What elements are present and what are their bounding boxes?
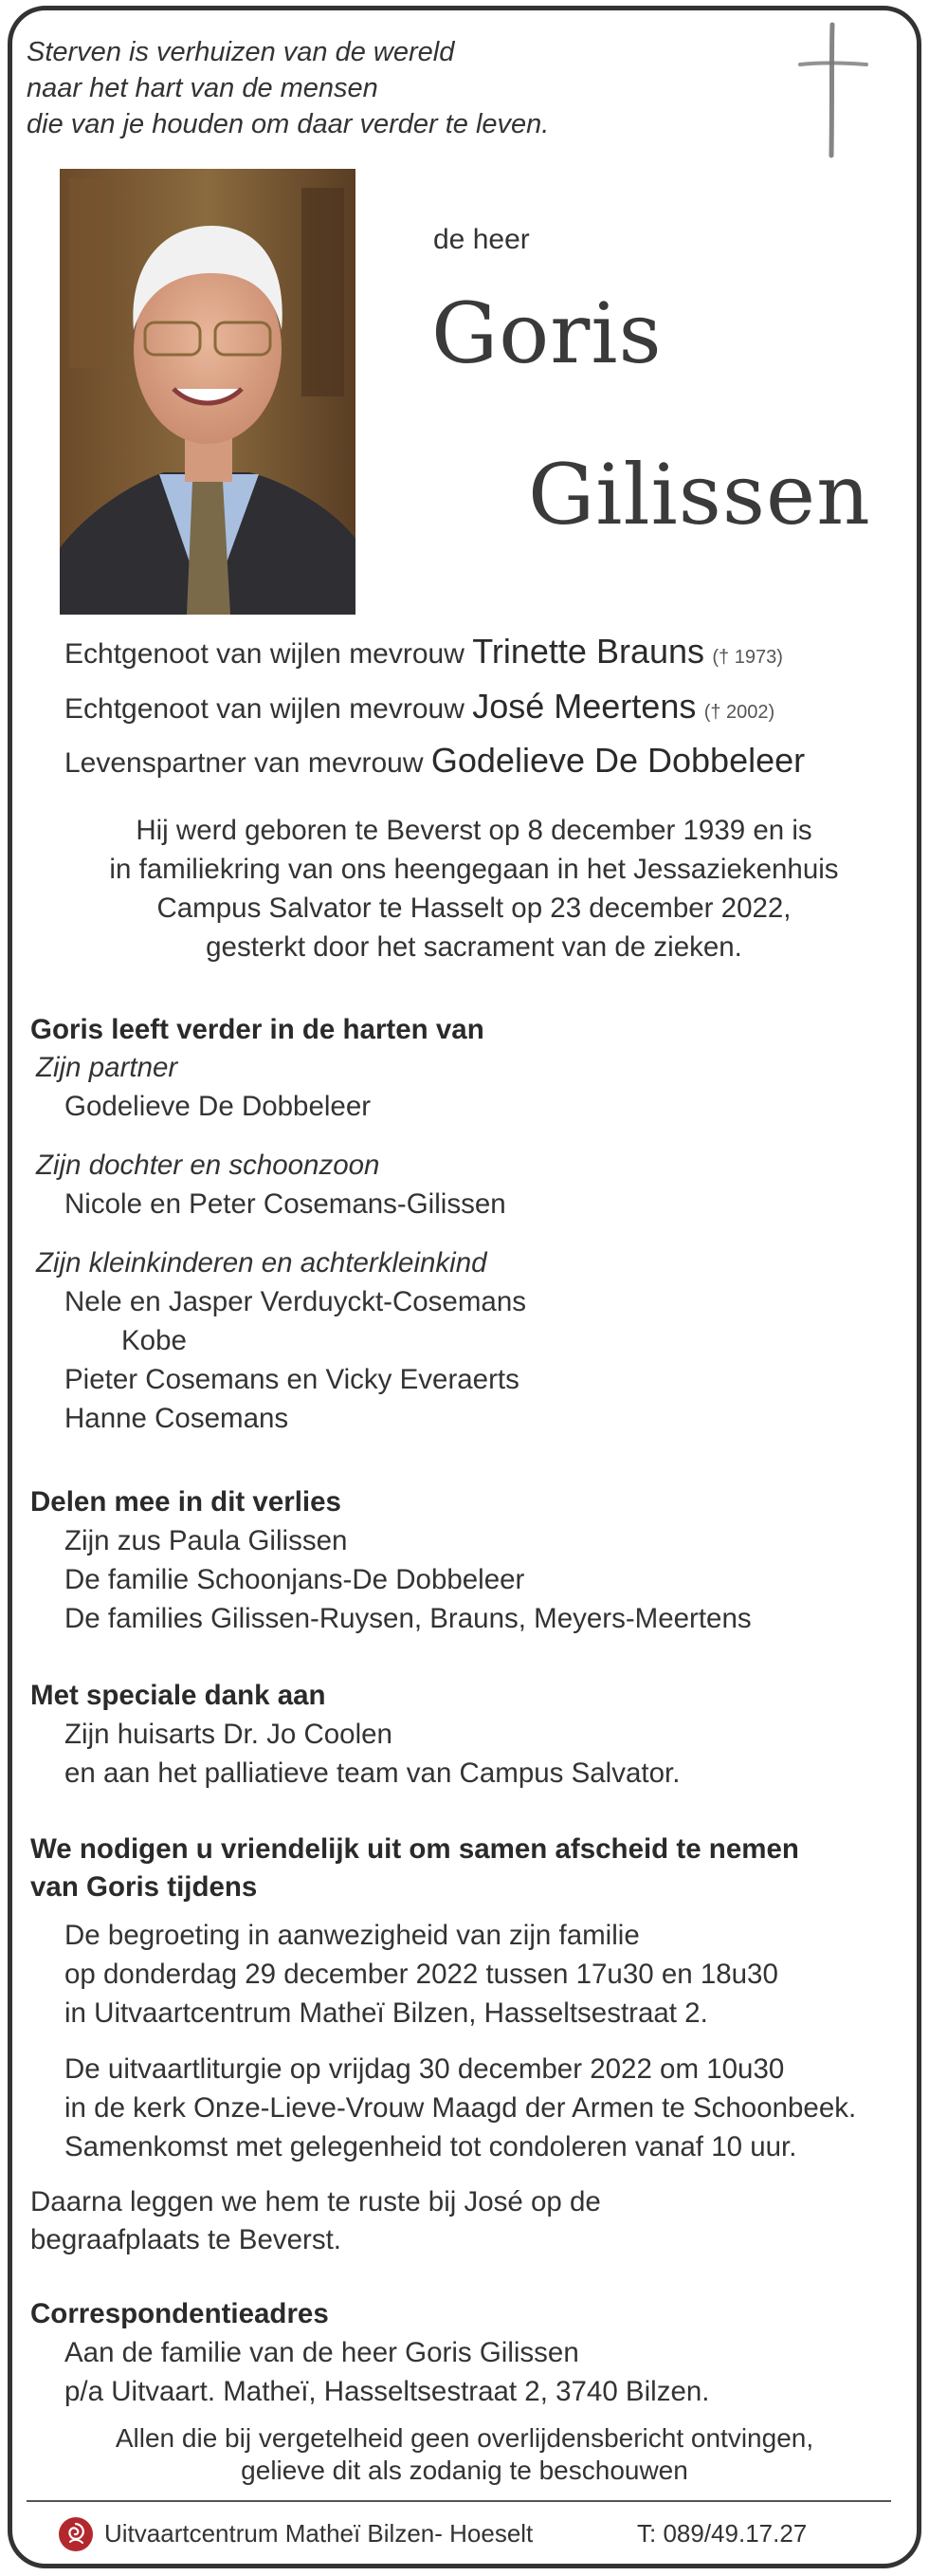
share-section	[30, 1483, 902, 1638]
partner-prefix: Levenspartner van mevrouw	[64, 747, 431, 779]
greeting-line: in Uitvaartcentrum Matheï Bilzen, Hasseltsestraat 2.	[64, 1997, 708, 2029]
partner-name: Godelieve De Dobbeleer	[430, 741, 806, 780]
quote-line: naar het hart van de mensen	[27, 73, 378, 103]
share-line: Zijn zus Paula Gilissen	[64, 1525, 348, 1556]
quote-line: Sterven is verhuizen van de wereld	[27, 37, 455, 67]
spouse-line	[64, 687, 774, 727]
great-grandchild-line: Kobe	[121, 1325, 187, 1356]
invitation-heading: We nodigen u vriendelijk uit om samen afscheid te nemen	[30, 1833, 799, 1865]
spouse-note: († 2002)	[703, 702, 775, 723]
greeting-line: op donderdag 29 december 2022 tussen 17u30 en 18u30	[64, 1959, 778, 1990]
partner-line	[64, 741, 805, 781]
funeral-line: in de kerk Onze-Lieve-Vrouw Maagd der Armen te Schoonbeek.	[64, 2092, 857, 2124]
invitation-heading: van Goris tijdens	[30, 1871, 258, 1903]
grandchild-line: Hanne Cosemans	[64, 1403, 289, 1434]
opening-quote	[27, 34, 690, 142]
spouse-line	[64, 632, 783, 672]
share-line: De families Gilissen-Ruysen, Brauns, Meyers-Meertens	[64, 1603, 752, 1634]
funeral-line: Samenkomst met gelegenheid tot condoleren vanaf 10 uur.	[64, 2131, 797, 2162]
partner-name: Godelieve De Dobbeleer	[64, 1091, 372, 1122]
deceased-first-name: Goris	[431, 285, 663, 382]
grandchild-line: Nele en Jasper Verduyckt-Cosemans	[64, 1286, 526, 1317]
correspondence-line: p/a Uitvaart. Matheï, Hasseltsestraat 2, 3740 Bilzen.	[64, 2376, 710, 2407]
portrait-photo	[60, 169, 355, 615]
family-section	[30, 1011, 902, 1438]
correspondence-heading: Correspondentieadres	[30, 2298, 329, 2329]
family-heading: Goris leeft verder in de harten van	[30, 1014, 484, 1045]
thanks-section	[30, 1677, 902, 1793]
invitation-section	[30, 1831, 902, 2259]
burial-line: begraafplaats te Beverst.	[30, 2224, 341, 2255]
bio-line: Campus Salvator te Hasselt op 23 december 2022,	[156, 892, 792, 924]
thanks-line: en aan het palliatieve team van Campus Salvator.	[64, 1757, 681, 1789]
honorific: de heer	[433, 224, 530, 255]
spouse-prefix: Echtgenoot van wijlen mevrouw	[64, 693, 473, 725]
footer-divider	[27, 2500, 891, 2502]
burial-line: Daarna leggen we hem te ruste bij José op de	[30, 2186, 601, 2217]
bio-line: gesterkt door het sacrament van de zieken.	[206, 931, 742, 963]
funeral-home-phone: T: 089/49.17.27	[637, 2519, 808, 2548]
thanks-line: Zijn huisarts Dr. Jo Coolen	[64, 1719, 392, 1750]
spouse-name: Trinette Brauns	[472, 632, 705, 671]
correspondence-section	[30, 2295, 902, 2411]
deceased-last-name: Gilissen	[528, 446, 871, 543]
funeral-line: De uitvaartliturgie op vrijdag 30 december 2022 om 10u30	[64, 2053, 785, 2085]
greeting-line: De begroeting in aanwezigheid van zijn familie	[64, 1920, 640, 1951]
grandchildren-label: Zijn kleinkinderen en achterkleinkind	[36, 1247, 487, 1279]
children-names: Nicole en Peter Cosemans-Gilissen	[64, 1188, 506, 1220]
quote-line: die van je houden om daar verder te leven.	[27, 109, 550, 139]
biography	[57, 811, 891, 966]
bio-line: in familiekring van ons heengegaan in het Jessaziekenhuis	[109, 854, 839, 885]
closing-line: gelieve dit als zodanig te beschouwen	[241, 2456, 688, 2485]
grandchild-line: Pieter Cosemans en Vicky Everaerts	[64, 1364, 519, 1395]
spouse-prefix: Echtgenoot van wijlen mevrouw	[64, 638, 473, 670]
partner-label: Zijn partner	[36, 1052, 178, 1083]
thanks-heading: Met speciale dank aan	[30, 1680, 326, 1711]
rose-logo-icon	[57, 2515, 95, 2553]
spouse-name: José Meertens	[472, 687, 697, 726]
cross-icon	[794, 21, 870, 159]
share-heading: Delen mee in dit verlies	[30, 1486, 341, 1518]
share-line: De familie Schoonjans-De Dobbeleer	[64, 1564, 525, 1595]
bio-line: Hij werd geboren te Beverst op 8 december 1939 en is	[136, 815, 812, 846]
closing-line: Allen die bij vergetelheid geen overlijdensbericht ontvingen,	[115, 2423, 814, 2453]
children-label: Zijn dochter en schoonzoon	[36, 1150, 380, 1181]
correspondence-line: Aan de familie van de heer Goris Gilissen	[64, 2337, 579, 2368]
closing-note	[38, 2422, 891, 2487]
funeral-home-name: Uitvaartcentrum Matheï Bilzen- Hoeselt	[104, 2519, 534, 2548]
spouse-note: († 1973)	[712, 647, 783, 668]
